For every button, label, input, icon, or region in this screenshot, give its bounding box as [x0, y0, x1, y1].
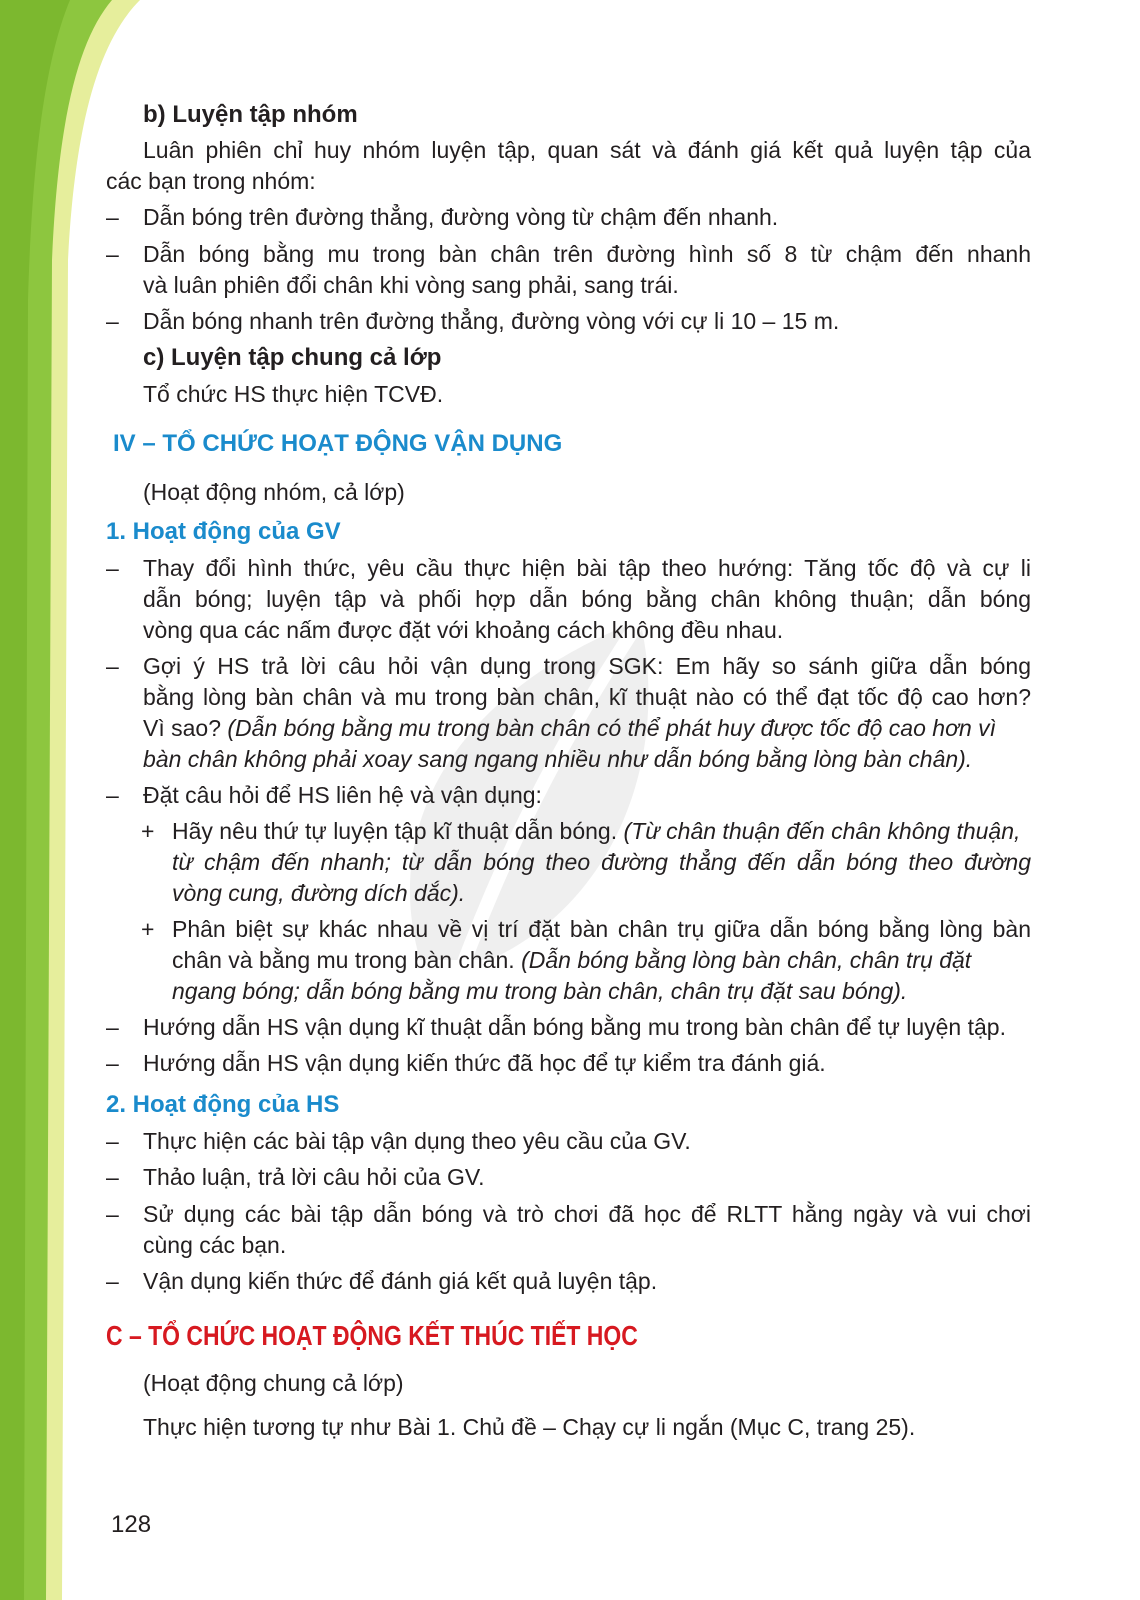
final-section-text: Thực hiện tương tự như Bài 1. Chủ đề – Chạy cự li ngắn (Mục C, trang 25). [143, 1414, 916, 1440]
gv-sub-1-line-3: vòng cung, đường dích dắc). [172, 880, 466, 906]
gv-item-1-line-2: dẫn bóng; luyện tập và phối hợp dẫn bóng bằng chân không thuận; dẫn bóng [143, 586, 1031, 612]
gv-item-1-line-1: Thay đổi hình thức, yêu cầu thực hiện bài tập theo hướng: Tăng tốc độ và cự li [143, 555, 1031, 581]
gv-sub-1-answer: (Từ chân thuận đến chân không thuận, [623, 818, 1021, 844]
gv-item-1-line-3: vòng qua các nấm được đặt với khoảng cách không đều nhau. [143, 617, 784, 643]
section-iv-heading: IV – TỔ CHỨC HOẠT ĐỘNG VẬN DỤNG [113, 430, 563, 457]
bullet-dash: – [106, 555, 119, 581]
section-b-item-2-line-1: Dẫn bóng bằng mu trong bàn chân trên đường hình số 8 từ chậm đến nhanh [143, 241, 1031, 267]
bullet-dash: – [106, 782, 119, 808]
bullet-dash: – [106, 1268, 119, 1294]
section-b-heading: b) Luyện tập nhóm [143, 101, 358, 128]
section-c-text: Tổ chức HS thực hiện TCVĐ. [143, 381, 444, 407]
section-b-item-3: Dẫn bóng nhanh trên đường thẳng, đường vòng với cự li 10 – 15 m. [143, 308, 840, 334]
bullet-dash: – [106, 241, 119, 267]
gv-item-2-line-4: bàn chân không phải xoay sang ngang nhiều như dẫn bóng bằng lòng bàn chân). [143, 746, 973, 772]
bullet-dash: – [106, 1201, 119, 1227]
bullet-dash: – [106, 308, 119, 334]
section-b-item-1: Dẫn bóng trên đường thẳng, đường vòng từ chậm đến nhanh. [143, 204, 779, 230]
gv-sub-2-question: chân và bằng mu trong bàn chân. [172, 947, 522, 973]
bullet-dash: – [106, 1050, 119, 1076]
gv-item-2-answer: (Dẫn bóng bằng mu trong bàn chân có thể phát huy được tốc độ cao hơn vì [227, 715, 997, 741]
hs-item-3-line-2: cùng các bạn. [143, 1232, 287, 1258]
gv-item-2-line-1: Gợi ý HS trả lời câu hỏi vận dụng trong SGK: Em hãy so sánh giữa dẫn bóng [143, 653, 1031, 679]
section-b-item-2-line-2: và luân phiên đổi chân khi vòng sang phải, sang trái. [143, 272, 679, 298]
gv-sub-2-line-1: Phân biệt sự khác nhau về vị trí đặt bàn chân trụ giữa dẫn bóng bằng lòng bàn [172, 916, 1031, 942]
gv-sub-2-line-3: ngang bóng; dẫn bóng bằng mu trong bàn chân, chân trụ đặt sau bóng). [172, 978, 908, 1004]
bullet-dash: – [106, 1128, 119, 1154]
final-section-heading: C – TỔ CHỨC HOẠT ĐỘNG KẾT THÚC TIẾT HỌC [106, 1320, 638, 1351]
gv-sub-1-question: Hãy nêu thứ tự luyện tập kĩ thuật dẫn bóng. [172, 818, 624, 844]
gv-activity-heading: 1. Hoạt động của GV [106, 518, 341, 545]
hs-item-3-line-1: Sử dụng các bài tập dẫn bóng và trò chơi đã học để RLTT hằng ngày và vui chơi [143, 1201, 1031, 1227]
section-b-intro-line-2: các bạn trong nhóm: [106, 168, 316, 194]
bullet-plus: + [141, 818, 155, 844]
gv-sub-2-answer: (Dẫn bóng bằng lòng bàn chân, chân trụ đặt [521, 947, 972, 973]
hs-item-1: Thực hiện các bài tập vận dụng theo yêu cầu của GV. [143, 1128, 691, 1154]
gv-item-3: Đặt câu hỏi để HS liên hệ và vận dụng: [143, 782, 542, 808]
section-iv-note: (Hoạt động nhóm, cả lớp) [143, 479, 405, 505]
bullet-plus: + [141, 916, 155, 942]
gv-item-2-question: Vì sao? [143, 715, 228, 741]
bullet-dash: – [106, 1014, 119, 1040]
bullet-dash: – [106, 1164, 119, 1190]
gv-item-2-line-3 [143, 713, 996, 744]
hs-activity-heading: 2. Hoạt động của HS [106, 1091, 340, 1118]
gv-sub-1-line-2: từ chậm đến nhanh; từ dẫn bóng theo đường thẳng đến dẫn bóng theo đường [172, 849, 1031, 875]
hs-item-4: Vận dụng kiến thức để đánh giá kết quả luyện tập. [143, 1268, 658, 1294]
page-number: 128 [111, 1511, 152, 1538]
gv-item-2-line-2: bằng lòng bàn chân và mu trong bàn chân, kĩ thuật nào có thể đạt tốc độ cao hơn? [143, 684, 1031, 710]
final-section-note: (Hoạt động chung cả lớp) [143, 1370, 404, 1396]
gv-sub-2-line-2 [172, 945, 971, 976]
gv-item-4: Hướng dẫn HS vận dụng kĩ thuật dẫn bóng bằng mu trong bàn chân để tự luyện tập. [143, 1014, 1006, 1040]
gv-item-5: Hướng dẫn HS vận dụng kiến thức đã học để tự kiểm tra đánh giá. [143, 1050, 826, 1076]
bullet-dash: – [106, 204, 119, 230]
section-b-intro-line-1: Luân phiên chỉ huy nhóm luyện tập, quan sát và đánh giá kết quả luyện tập của [143, 137, 1031, 163]
hs-item-2: Thảo luận, trả lời câu hỏi của GV. [143, 1164, 485, 1190]
gv-sub-1-line-1 [172, 816, 1020, 847]
bullet-dash: – [106, 653, 119, 679]
section-c-heading: c) Luyện tập chung cả lớp [143, 344, 442, 371]
